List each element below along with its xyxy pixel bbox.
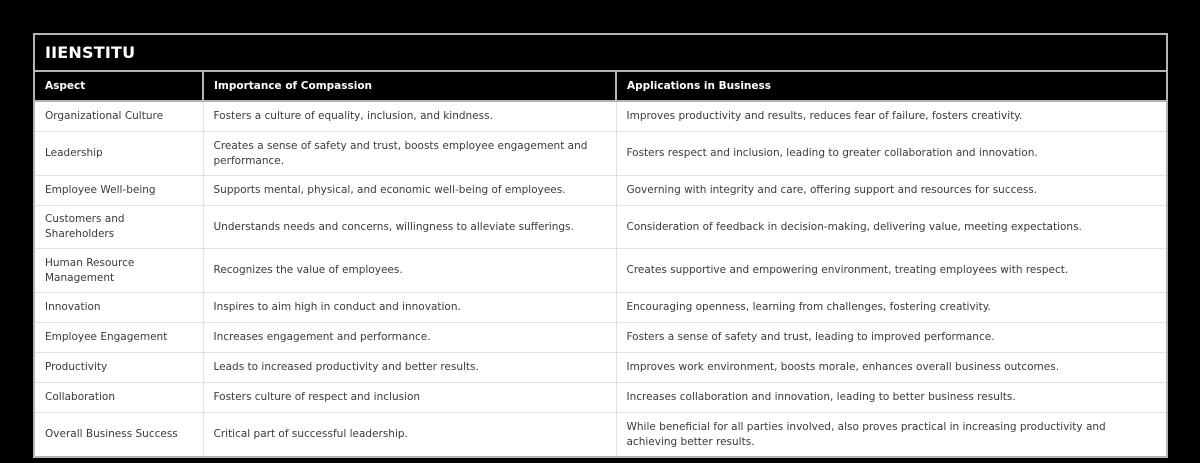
table-row [34, 413, 1167, 458]
cell-aspect: Innovation [34, 293, 203, 323]
cell-aspect: Human Resource Management [34, 249, 203, 293]
title-row [34, 34, 1167, 71]
cell-application: Fosters a sense of safety and trust, leading to improved performance. [616, 323, 1167, 353]
header-aspect: Aspect [34, 71, 203, 101]
table-row [34, 101, 1167, 132]
cell-application: Governing with integrity and care, offering support and resources for success. [616, 176, 1167, 206]
cell-importance: Critical part of successful leadership. [203, 413, 616, 458]
cell-application: Creates supportive and empowering environment, treating employees with respect. [616, 249, 1167, 293]
cell-aspect: Collaboration [34, 383, 203, 413]
cell-importance: Leads to increased productivity and better results. [203, 353, 616, 383]
cell-application: Encouraging openness, learning from challenges, fostering creativity. [616, 293, 1167, 323]
cell-importance: Fosters culture of respect and inclusion [203, 383, 616, 413]
cell-aspect: Overall Business Success [34, 413, 203, 458]
cell-aspect: Organizational Culture [34, 101, 203, 132]
table-row [34, 176, 1167, 206]
cell-application: Consideration of feedback in decision-making, delivering value, meeting expectations. [616, 206, 1167, 249]
cell-aspect: Employee Well-being [34, 176, 203, 206]
cell-importance: Inspires to aim high in conduct and innovation. [203, 293, 616, 323]
compassion-table [33, 33, 1168, 458]
table-row [34, 206, 1167, 249]
cell-aspect: Customers and Shareholders [34, 206, 203, 249]
cell-application: Improves productivity and results, reduces fear of failure, fosters creativity. [616, 101, 1167, 132]
cell-importance: Creates a sense of safety and trust, boosts employee engagement and performance. [203, 132, 616, 176]
cell-application: Fosters respect and inclusion, leading to greater collaboration and innovation. [616, 132, 1167, 176]
comparison-table-container [33, 33, 1166, 458]
cell-importance: Supports mental, physical, and economic well-being of employees. [203, 176, 616, 206]
table-row [34, 383, 1167, 413]
cell-aspect: Employee Engagement [34, 323, 203, 353]
cell-importance: Increases engagement and performance. [203, 323, 616, 353]
table-title: IIENSTITU [34, 34, 1167, 71]
cell-application: Increases collaboration and innovation, leading to better business results. [616, 383, 1167, 413]
cell-importance: Fosters a culture of equality, inclusion, and kindness. [203, 101, 616, 132]
header-applications: Applications in Business [616, 71, 1167, 101]
table-row [34, 353, 1167, 383]
table-row [34, 249, 1167, 293]
table-row [34, 132, 1167, 176]
cell-aspect: Productivity [34, 353, 203, 383]
cell-application: While beneficial for all parties involved, also proves practical in increasing productivity and achieving better results. [616, 413, 1167, 458]
table-row [34, 293, 1167, 323]
table-row [34, 323, 1167, 353]
cell-importance: Understands needs and concerns, willingness to alleviate sufferings. [203, 206, 616, 249]
header-importance: Importance of Compassion [203, 71, 616, 101]
cell-importance: Recognizes the value of employees. [203, 249, 616, 293]
cell-aspect: Leadership [34, 132, 203, 176]
header-row [34, 71, 1167, 101]
cell-application: Improves work environment, boosts morale, enhances overall business outcomes. [616, 353, 1167, 383]
